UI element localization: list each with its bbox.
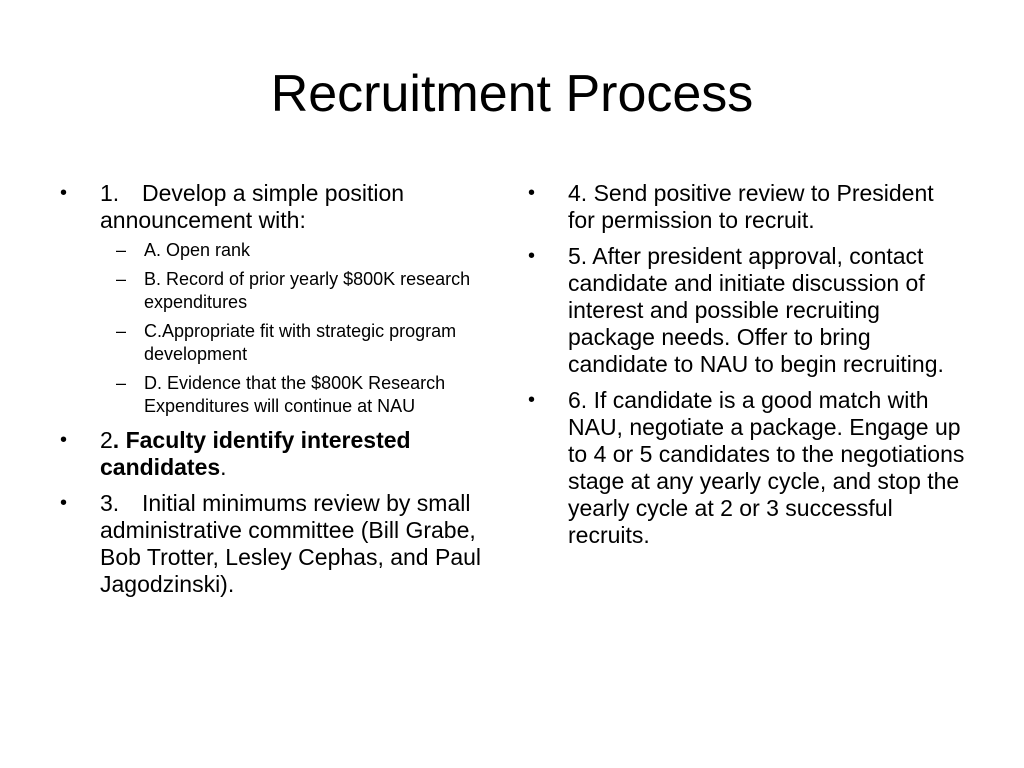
sub-item-text: C.Appropriate fit with strategic program development xyxy=(144,321,457,364)
sub-item-text: A. Open rank xyxy=(144,240,251,260)
sub-item xyxy=(100,239,488,262)
item-text: Develop a simple position announcement with: xyxy=(100,180,405,233)
list-item-4 xyxy=(526,180,966,234)
list-item-1 xyxy=(58,180,488,418)
item-tail: . xyxy=(220,454,227,480)
item-number: 1. xyxy=(100,180,120,206)
item-text: 4. Send positive review to President for permission to recruit. xyxy=(568,180,934,233)
item-number: 2 xyxy=(100,427,113,453)
slide-title: Recruitment Process xyxy=(270,65,754,123)
item-text: 5. After president approval, contact candidate and initiate discussion of interest and possible recruiting package needs. Offer to bring candidate to NAU to begin recruiting. xyxy=(568,243,944,377)
bullet-icon: • xyxy=(60,429,68,451)
bullet-icon: • xyxy=(60,182,68,204)
sub-item xyxy=(100,372,488,418)
list-item-6 xyxy=(526,387,966,549)
list-item-2 xyxy=(58,427,488,481)
item-bold-text: . Faculty identify interested candidates xyxy=(100,427,411,480)
bullet-icon: • xyxy=(528,389,536,411)
sub-item xyxy=(100,320,488,366)
right-column xyxy=(526,180,966,549)
sub-list xyxy=(100,239,488,418)
item-text: Initial minimums review by small administrative committee (Bill Grabe, Bob Trotter, Lesley Cephas, and Paul Jagodzinski). xyxy=(100,490,482,597)
bullet-icon: • xyxy=(528,182,536,204)
list-item-5 xyxy=(526,243,966,378)
item-number: 3. xyxy=(100,490,120,516)
sub-item xyxy=(100,268,488,314)
dash-icon: – xyxy=(116,240,127,260)
left-column xyxy=(58,180,488,598)
dash-icon: – xyxy=(116,269,127,289)
dash-icon: – xyxy=(116,373,127,393)
item-text: 6. If candidate is a good match with NAU, negotiate a package. Engage up to 4 or 5 candidates to the negotiations stage at any yearly cycle, and stop the yearly cycle at 2 or 3 successful recruits. xyxy=(568,387,965,548)
bullet-icon: • xyxy=(60,492,68,514)
list-item-3 xyxy=(58,490,488,598)
sub-item-text: D. Evidence that the $800K Research Expenditures will continue at NAU xyxy=(144,373,446,416)
bullet-icon: • xyxy=(528,245,536,267)
sub-item-text: B. Record of prior yearly $800K research expenditures xyxy=(144,269,471,312)
dash-icon: – xyxy=(116,321,127,341)
